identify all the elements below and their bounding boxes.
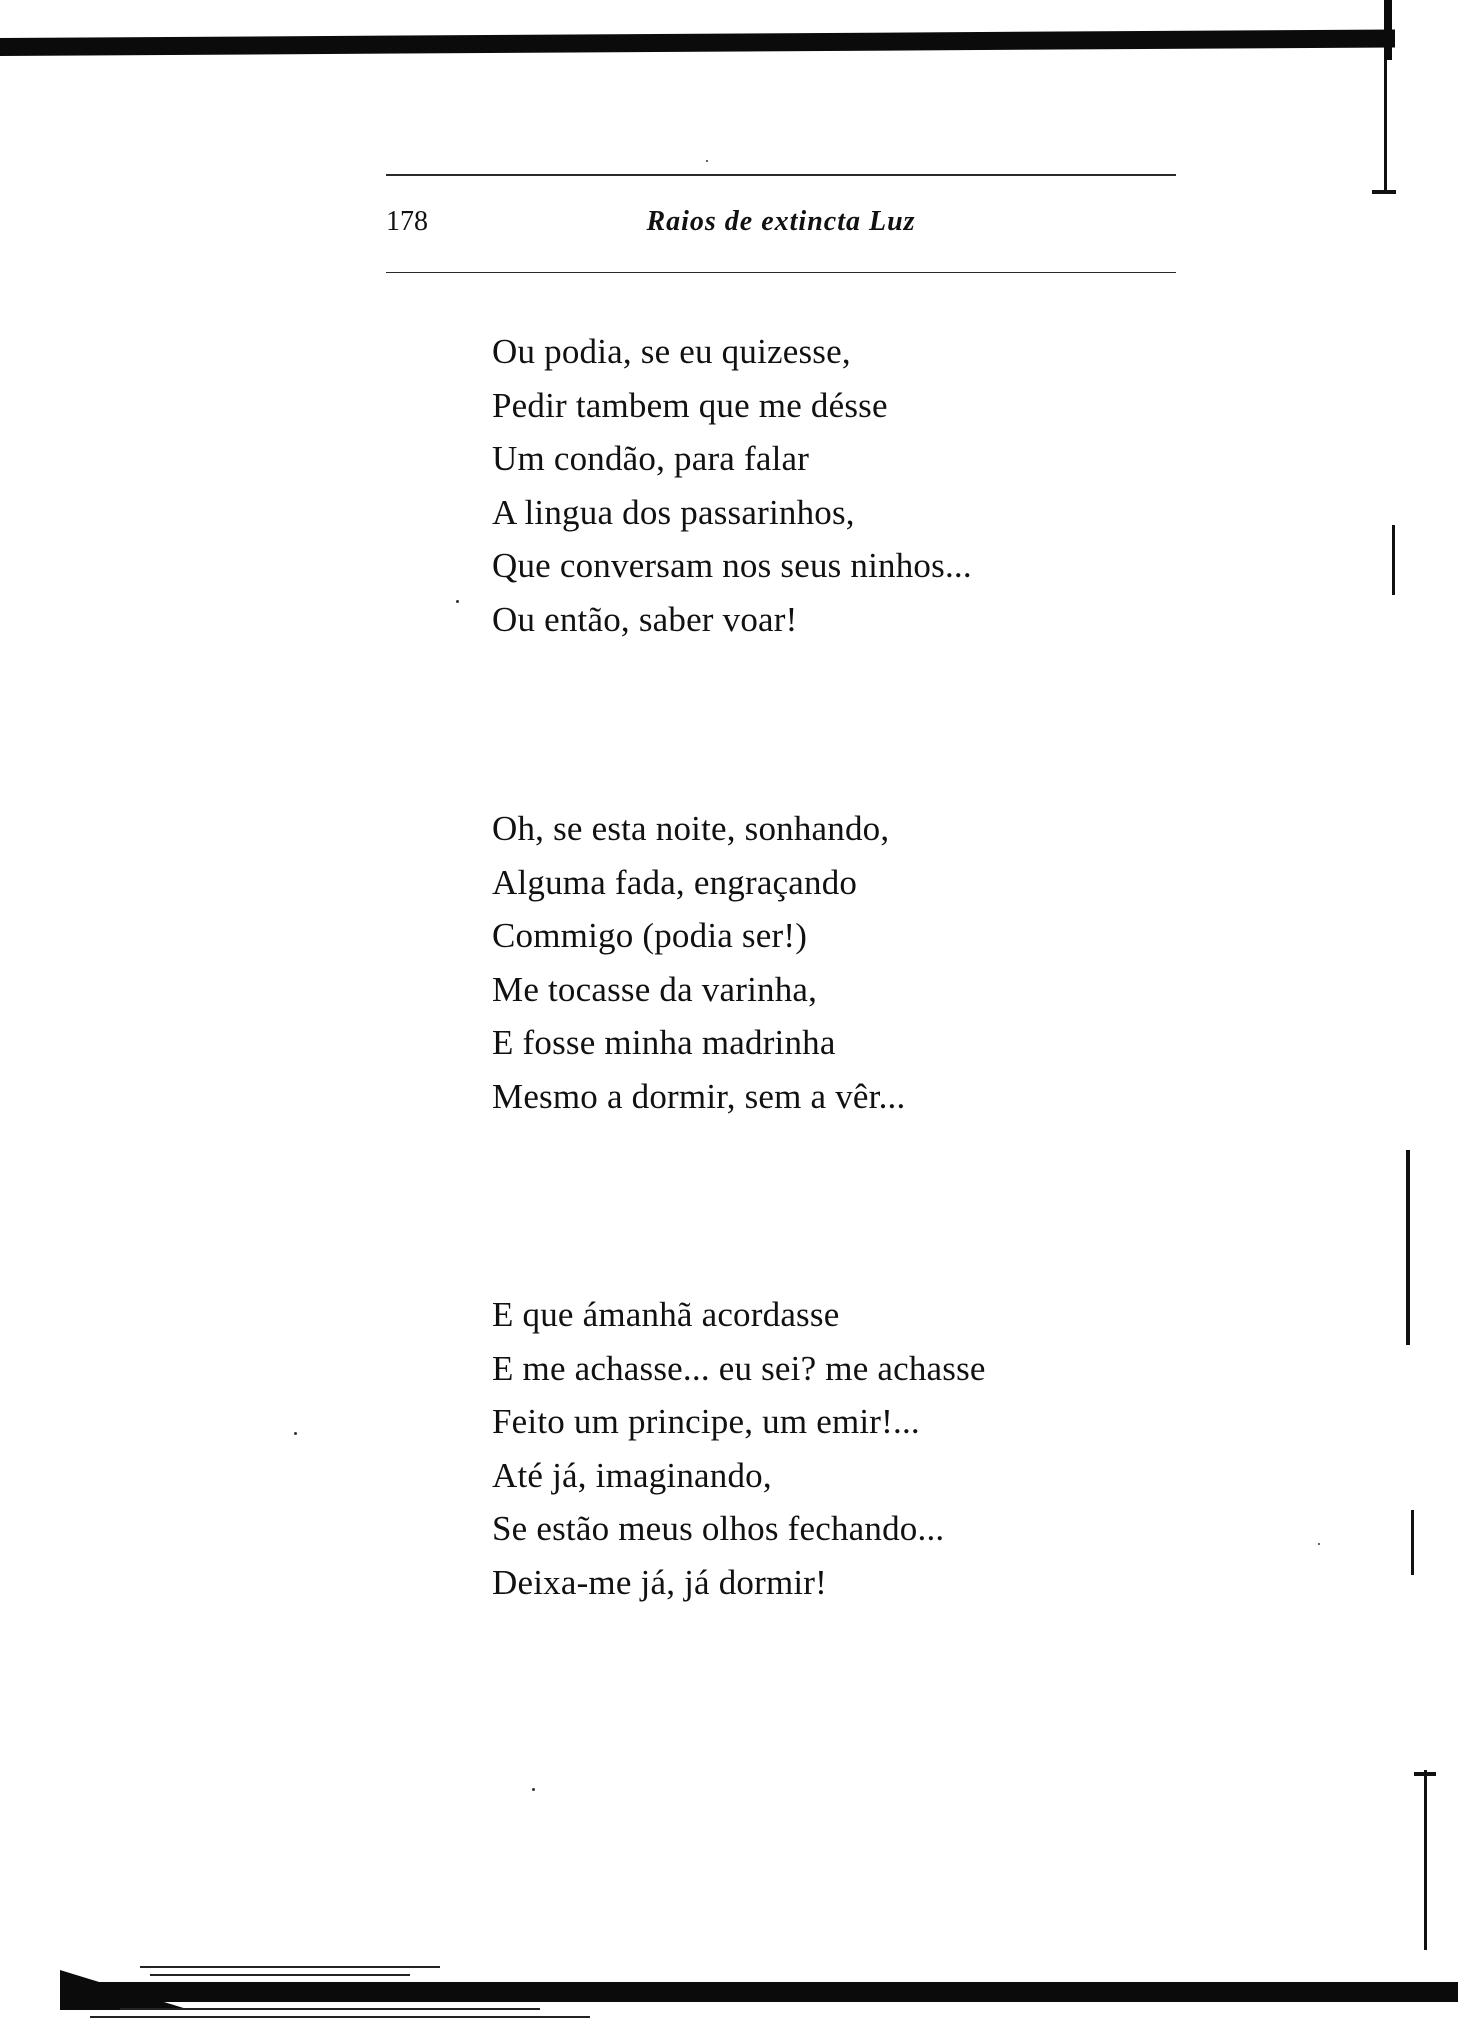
verse-line: E me achasse... eu sei? me achasse — [492, 1348, 986, 1388]
scan-border-right — [1384, 0, 1392, 60]
page-number: 178 — [386, 206, 428, 237]
scan-edge-mark — [1414, 1772, 1436, 1776]
scan-border-bottom — [60, 1982, 1458, 2002]
verse-line: Se estão meus olhos fechando... — [492, 1509, 945, 1548]
verse-line: Ou então, saber voar! — [492, 599, 798, 639]
verse-line: Feito um principe, um emir!... — [492, 1402, 920, 1441]
header-rule-bottom — [386, 272, 1176, 273]
scan-edge-mark — [1406, 1150, 1410, 1345]
scan-speck — [1318, 1543, 1320, 1545]
scan-speck — [532, 1788, 535, 1791]
stanza-1 — [492, 325, 972, 646]
scan-edge-mark — [1411, 1510, 1414, 1575]
scan-edge-mark — [1384, 60, 1387, 190]
verse-line: Alguma fada, engraçando — [492, 862, 858, 902]
verse-line: Mesmo a dormir, sem a vêr... — [492, 1076, 906, 1116]
running-head — [386, 206, 1176, 246]
scan-line — [140, 1966, 440, 1968]
verse-line: Deixa-me já, já dormir! — [492, 1562, 828, 1602]
stanza-2 — [492, 802, 905, 1123]
header-rule-top — [386, 174, 1176, 176]
verse-line: Um condão, para falar — [492, 439, 810, 478]
scan-speck — [706, 160, 708, 162]
verse-line: Commigo (podia ser!) — [492, 916, 808, 955]
scan-edge-mark — [1424, 1770, 1427, 1950]
running-title: Raios de extincta Luz — [646, 206, 916, 237]
scan-edge-mark — [1392, 525, 1395, 595]
verse-line: Oh, se esta noite, sonhando, — [492, 809, 890, 848]
verse-line: A lingua dos passarinhos, — [492, 492, 855, 532]
verse-line: Até já, imaginando, — [492, 1455, 772, 1495]
scan-line — [150, 1974, 410, 1976]
verse-line: Me tocasse da varinha, — [492, 969, 818, 1009]
verse-line: Que conversam nos seus ninhos... — [492, 546, 972, 585]
scan-speck — [294, 1432, 297, 1435]
verse-line: Pedir tambem que me désse — [492, 385, 888, 425]
stanza-3 — [492, 1288, 986, 1609]
verse-line: E que ámanhã acordasse — [492, 1295, 840, 1334]
verse-line: Ou podia, se eu quizesse, — [492, 332, 851, 371]
scan-edge-mark — [1372, 190, 1396, 194]
scan-border-top — [0, 29, 1395, 56]
scan-speck — [456, 600, 459, 603]
scan-line — [120, 2008, 540, 2010]
scan-line — [90, 2016, 590, 2018]
verse-line: E fosse minha madrinha — [492, 1023, 836, 1062]
